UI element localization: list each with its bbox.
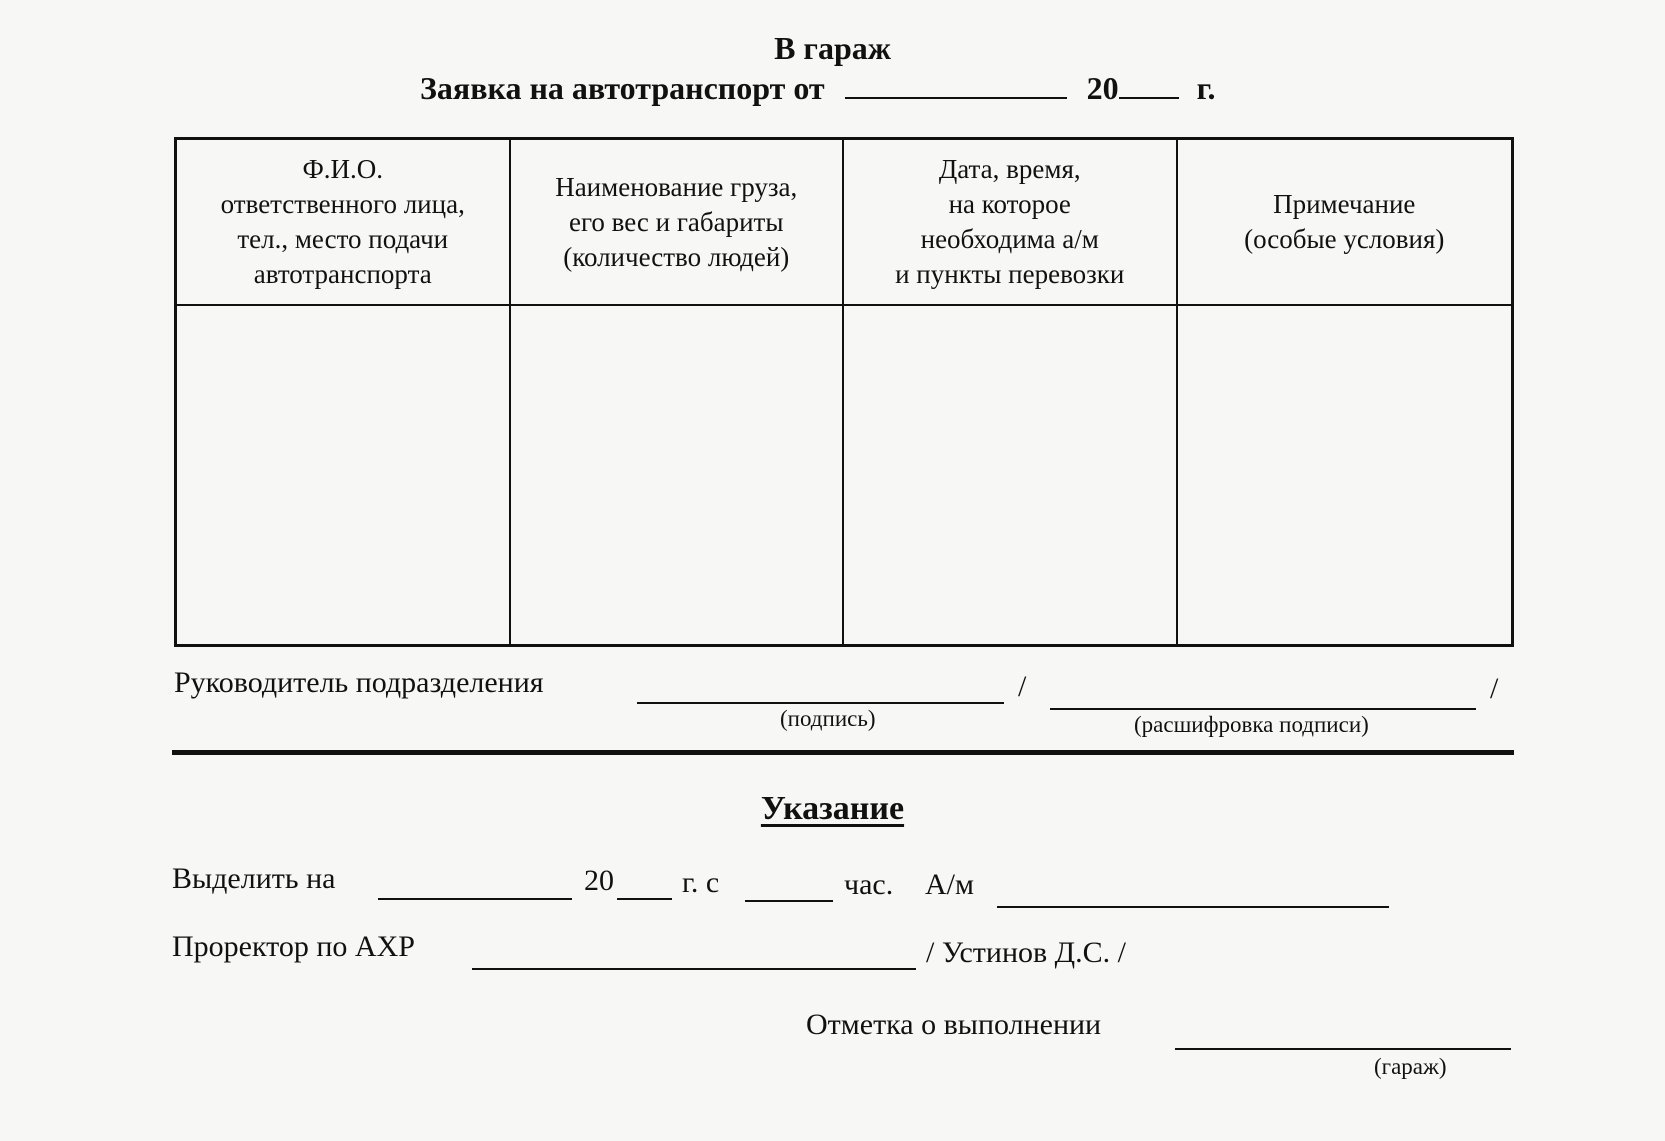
vehicle-label: А/м (925, 868, 974, 901)
form-title: В гараж (774, 30, 891, 66)
column-header-cargo: Наименование груза, его вес и габариты (количество людей) (511, 140, 845, 306)
allocate-date-field[interactable] (378, 898, 572, 900)
request-year-field[interactable] (1119, 71, 1179, 99)
vehicle-field[interactable] (997, 906, 1389, 908)
head-of-unit-label: Руководитель подразделения (174, 666, 544, 699)
column-header-notes: Примечание (особые условия) (1178, 140, 1512, 306)
signature-caption: (подпись) (780, 706, 876, 731)
request-year-suffix: г. (1196, 70, 1216, 106)
completion-label: Отметка о выполнении (806, 1008, 1102, 1041)
cell-notes[interactable] (1178, 306, 1512, 644)
head-signature-field[interactable] (637, 702, 1004, 704)
request-table (174, 137, 1514, 647)
request-date-field[interactable] (845, 71, 1067, 99)
completion-caption: (гараж) (1374, 1054, 1447, 1079)
allocate-year-prefix: 20 (584, 864, 614, 897)
section-divider (172, 750, 1514, 755)
signature-separator-1: / (1018, 670, 1027, 703)
decoding-caption: (расшифровка подписи) (1134, 712, 1369, 737)
hour-label: час. (844, 868, 894, 901)
column-header-responsible: Ф.И.О. ответственного лица, тел., место подачи автотранспорта (177, 140, 511, 306)
request-line (420, 70, 1216, 107)
prorector-name: / Устинов Д.С. / (926, 936, 1126, 969)
completion-field[interactable] (1175, 1048, 1511, 1050)
cell-cargo[interactable] (511, 306, 845, 644)
allocate-year-from: г. с (682, 866, 720, 899)
allocate-label: Выделить на (172, 862, 336, 895)
request-year-prefix: 20 (1086, 70, 1119, 106)
cell-responsible[interactable] (177, 306, 511, 644)
head-decoding-field[interactable] (1050, 708, 1476, 710)
column-header-datetime: Дата, время, на которое необходима а/м и пункты перевозки (844, 140, 1178, 306)
instruction-heading: Указание (760, 790, 905, 827)
allocate-year-field[interactable] (617, 898, 672, 900)
request-prefix: Заявка на автотранспорт от (420, 70, 825, 106)
prorector-signature-field[interactable] (472, 968, 916, 970)
cell-datetime[interactable] (844, 306, 1178, 644)
signature-separator-2: / (1490, 672, 1499, 705)
prorector-label: Проректор по АХР (172, 930, 415, 963)
allocate-hour-field[interactable] (745, 900, 833, 902)
